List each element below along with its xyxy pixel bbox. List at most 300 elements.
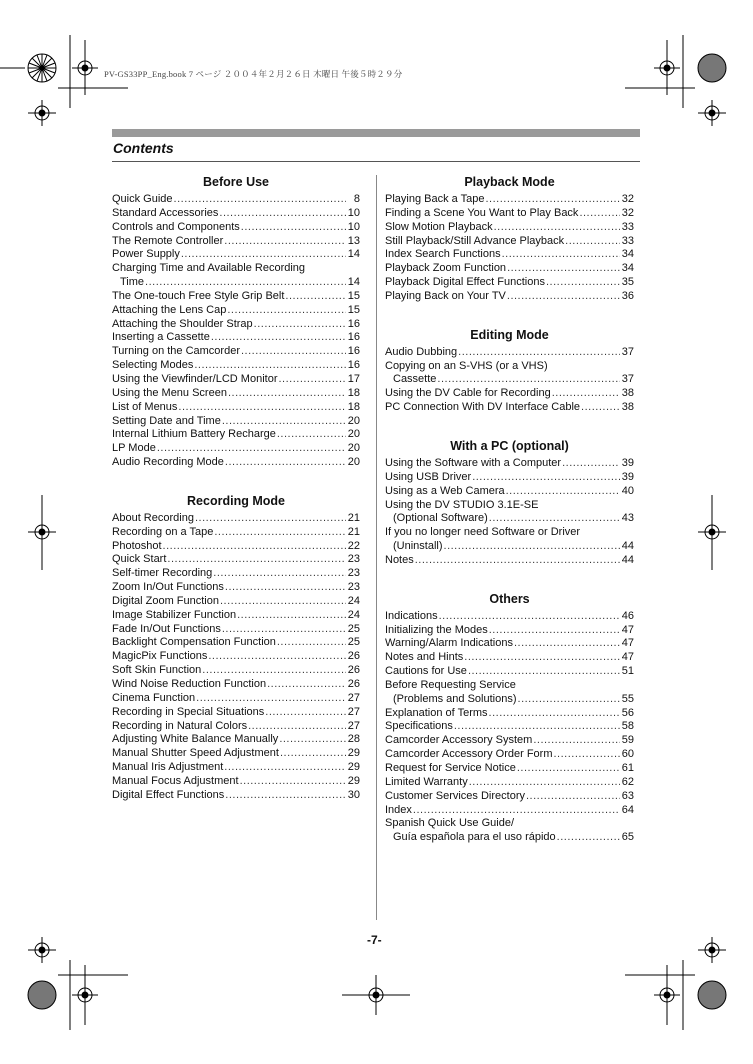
toc-page-number: 17 bbox=[347, 372, 360, 385]
toc-page-number: 34 bbox=[621, 248, 634, 261]
dot-leader bbox=[562, 457, 620, 471]
toc-entry-label: If you no longer need Software or Driver bbox=[385, 526, 581, 539]
toc-page-number: 38 bbox=[621, 387, 634, 400]
toc-entry-label: Manual Iris Adjustment bbox=[112, 761, 224, 774]
dot-leader bbox=[174, 193, 346, 207]
header-bar bbox=[112, 129, 640, 137]
page-title: Contents bbox=[113, 140, 174, 156]
toc-page-number: 24 bbox=[347, 594, 360, 607]
toc-section bbox=[112, 490, 360, 803]
toc-entry[interactable] bbox=[112, 761, 360, 775]
toc-page-number: 25 bbox=[347, 636, 360, 649]
right-column bbox=[385, 171, 634, 845]
dot-leader bbox=[213, 567, 345, 581]
toc-entry-label: Using as a Web Camera bbox=[385, 484, 505, 497]
section-gap bbox=[385, 568, 634, 588]
toc-entry[interactable] bbox=[112, 733, 360, 747]
toc-entry[interactable] bbox=[112, 401, 360, 415]
toc-page-number: 13 bbox=[347, 234, 360, 247]
toc-entry[interactable] bbox=[112, 692, 360, 706]
dot-leader bbox=[145, 276, 346, 290]
toc-entry[interactable] bbox=[385, 637, 634, 651]
toc-entry[interactable] bbox=[112, 581, 360, 595]
section-gap bbox=[385, 415, 634, 435]
toc-page-number: 62 bbox=[621, 775, 634, 788]
toc-page-number: 33 bbox=[621, 220, 634, 233]
toc-entry-label: Warning/Alarm Indications bbox=[385, 637, 513, 650]
toc-entry-label: Zoom In/Out Functions bbox=[112, 581, 224, 594]
toc-entry[interactable] bbox=[112, 678, 360, 692]
toc-page-number: 39 bbox=[621, 470, 634, 483]
toc-page-number: 43 bbox=[621, 512, 634, 525]
toc-section bbox=[385, 588, 634, 845]
toc-entry-label: Adjusting White Balance Manually bbox=[112, 733, 279, 746]
toc-entry[interactable] bbox=[385, 540, 634, 554]
toc-entry-label: MagicPix Functions bbox=[112, 650, 208, 663]
toc-page-number: 33 bbox=[621, 234, 634, 247]
toc-entry-label: Slow Motion Playback bbox=[385, 220, 493, 233]
toc-entry[interactable] bbox=[385, 346, 634, 360]
toc-entry-label: Request for Service Notice bbox=[385, 762, 516, 774]
toc-entry-label: (Problems and Solutions) bbox=[393, 692, 517, 705]
toc-entry-label: (Optional Software) bbox=[393, 512, 488, 525]
toc-page-number: 28 bbox=[347, 733, 360, 746]
column-divider bbox=[376, 175, 377, 920]
toc-entry[interactable] bbox=[385, 720, 634, 734]
dot-leader bbox=[278, 373, 345, 387]
toc-entry-label: Customer Services Directory bbox=[385, 789, 525, 802]
toc-entry-label: Audio Dubbing bbox=[385, 345, 458, 358]
toc-entry-label: Image Stabilizer Function bbox=[112, 608, 237, 621]
toc-page-number: 32 bbox=[621, 193, 634, 205]
toc-page-number: 26 bbox=[347, 664, 360, 677]
dot-leader bbox=[240, 775, 346, 789]
toc-page-number: 18 bbox=[347, 386, 360, 399]
dot-leader bbox=[208, 650, 345, 664]
toc-entry-label: List of Menus bbox=[112, 400, 178, 413]
toc-entry-label: Turning on the Camcorder bbox=[112, 345, 240, 358]
toc-entry-label: Selecting Modes bbox=[112, 359, 194, 372]
toc-entry-label: Soft Skin Function bbox=[112, 664, 202, 677]
dot-leader bbox=[224, 761, 345, 775]
toc-entry[interactable] bbox=[112, 276, 360, 290]
toc-entry-label: Self-timer Recording bbox=[112, 567, 213, 580]
toc-page-number: 10 bbox=[347, 206, 360, 219]
registration-mark-icon bbox=[28, 981, 56, 1009]
dot-leader bbox=[265, 706, 345, 720]
toc-page-number: 20 bbox=[347, 456, 360, 469]
toc-page-number: 58 bbox=[621, 720, 634, 733]
toc-entry-label: Recording on a Tape bbox=[112, 525, 214, 538]
toc-entry[interactable] bbox=[112, 290, 360, 304]
dot-leader bbox=[279, 733, 345, 747]
toc-page-number: 44 bbox=[621, 553, 634, 566]
toc-page-number: 15 bbox=[347, 289, 360, 302]
toc-entry-label: Quick Start bbox=[112, 553, 167, 566]
toc-entry[interactable] bbox=[385, 512, 634, 526]
toc-entry[interactable] bbox=[112, 540, 360, 554]
toc-entry-label: Inserting a Cassette bbox=[112, 331, 210, 344]
dot-leader bbox=[514, 637, 620, 651]
toc-page-number: 60 bbox=[621, 748, 634, 761]
toc-entry-label: Fade In/Out Functions bbox=[112, 622, 221, 635]
toc-entry[interactable] bbox=[112, 553, 360, 567]
toc-entry-label: Using the DV STUDIO 3.1E-SE bbox=[385, 498, 539, 511]
toc-page-number: 63 bbox=[621, 789, 634, 802]
toc-entry-label: Explanation of Terms bbox=[385, 706, 488, 719]
section-heading: Recording Mode bbox=[187, 493, 285, 508]
dot-leader bbox=[533, 734, 619, 748]
dot-leader bbox=[502, 248, 620, 262]
toc-entry[interactable] bbox=[385, 221, 634, 235]
toc-entry-label: Cinema Function bbox=[112, 691, 196, 704]
dot-leader bbox=[222, 415, 346, 429]
toc-page-number: 59 bbox=[621, 734, 634, 747]
toc-entry-label: Camcorder Accessory Order Form bbox=[385, 748, 553, 761]
toc-entry[interactable] bbox=[112, 318, 360, 332]
toc-entry[interactable] bbox=[112, 248, 360, 262]
toc-entry[interactable] bbox=[112, 193, 360, 207]
toc-page-number: 23 bbox=[347, 553, 360, 566]
toc-entry[interactable] bbox=[112, 650, 360, 664]
toc-entry[interactable] bbox=[385, 665, 634, 679]
toc-entry[interactable] bbox=[385, 831, 634, 845]
dot-leader bbox=[178, 401, 345, 415]
dot-leader bbox=[557, 831, 620, 845]
toc-entry[interactable] bbox=[112, 359, 360, 373]
toc-page-number: 34 bbox=[621, 262, 634, 275]
toc-entry-label: PC Connection With DV Interface Cable bbox=[385, 401, 581, 414]
toc-entry[interactable] bbox=[112, 789, 360, 803]
toc-page-number: 26 bbox=[347, 678, 360, 690]
section-heading: Before Use bbox=[203, 175, 269, 189]
registration-mark-icon bbox=[698, 981, 726, 1009]
dot-leader bbox=[225, 456, 346, 470]
toc-entry[interactable] bbox=[112, 706, 360, 720]
toc-section bbox=[385, 171, 634, 304]
dot-leader bbox=[227, 304, 345, 318]
toc-entry[interactable] bbox=[385, 693, 634, 707]
toc-entry[interactable] bbox=[112, 609, 360, 623]
toc-page-number: 44 bbox=[621, 540, 634, 553]
toc-entry[interactable] bbox=[385, 790, 634, 804]
toc-page-number: 24 bbox=[347, 608, 360, 621]
dot-leader bbox=[507, 290, 620, 304]
toc-entry[interactable] bbox=[385, 373, 634, 387]
toc-entry-label: Setting Date and Time bbox=[112, 414, 221, 427]
toc-page-number: 30 bbox=[347, 788, 360, 801]
dot-leader bbox=[553, 748, 619, 762]
toc-entry-label: Spanish Quick Use Guide/ bbox=[385, 817, 515, 830]
dot-leader bbox=[237, 609, 346, 623]
dot-leader bbox=[444, 540, 620, 554]
registration-mark-icon bbox=[28, 54, 56, 82]
toc-page-number: 27 bbox=[347, 719, 360, 732]
toc-page-number: 20 bbox=[347, 414, 360, 427]
dot-leader bbox=[285, 290, 345, 304]
toc-page-number: 16 bbox=[347, 331, 360, 344]
toc-entry-label: Power Supply bbox=[112, 248, 180, 261]
toc-entry[interactable] bbox=[112, 512, 360, 526]
toc-page-number: 29 bbox=[347, 747, 360, 760]
dot-leader bbox=[167, 553, 345, 567]
dot-leader bbox=[506, 485, 620, 499]
toc-entry-label: Notes bbox=[385, 553, 414, 566]
toc-entry[interactable] bbox=[112, 387, 360, 401]
toc-entry-label: Using the Viewfinder/LCD Monitor bbox=[112, 372, 278, 385]
toc-page-number: 32 bbox=[621, 206, 634, 219]
toc-entry-label: Before Requesting Service bbox=[385, 678, 516, 691]
toc-page-number: 16 bbox=[347, 359, 360, 372]
dot-leader bbox=[415, 554, 620, 568]
toc-entry-label: Specifications bbox=[385, 720, 453, 733]
toc-entry-label: Recording in Special Situations bbox=[112, 705, 265, 718]
toc-entry[interactable] bbox=[385, 554, 634, 568]
dot-leader bbox=[225, 789, 345, 803]
toc-entry[interactable] bbox=[112, 331, 360, 345]
toc-entry[interactable] bbox=[385, 762, 634, 776]
toc-page-number: 16 bbox=[347, 345, 360, 358]
toc-page-number: 37 bbox=[621, 373, 634, 386]
toc-entry[interactable] bbox=[385, 276, 634, 290]
toc-entry[interactable] bbox=[385, 290, 634, 304]
toc-entry[interactable] bbox=[112, 775, 360, 789]
toc-entry-label: Manual Focus Adjustment bbox=[112, 774, 239, 787]
toc-page-number: 21 bbox=[347, 511, 360, 524]
toc-entry[interactable] bbox=[112, 207, 360, 221]
dot-leader bbox=[241, 221, 346, 235]
toc-page-number: 47 bbox=[621, 637, 634, 650]
title-rule bbox=[112, 161, 640, 162]
dot-leader bbox=[526, 790, 620, 804]
toc-entry[interactable] bbox=[385, 193, 634, 207]
toc-section bbox=[385, 435, 634, 568]
section-heading: Others bbox=[489, 591, 530, 606]
toc-page-number: 10 bbox=[347, 220, 360, 233]
toc-entry[interactable] bbox=[112, 428, 360, 442]
toc-page-number: 65 bbox=[621, 831, 634, 844]
dot-leader bbox=[277, 636, 346, 650]
dot-leader bbox=[469, 776, 620, 790]
dot-leader bbox=[437, 373, 619, 387]
dot-leader bbox=[565, 235, 620, 249]
toc-entry[interactable] bbox=[112, 720, 360, 734]
toc-entry-label: Using USB Driver bbox=[385, 470, 472, 483]
toc-entry-label: Time bbox=[120, 276, 145, 289]
toc-entry[interactable] bbox=[385, 734, 634, 748]
dot-leader bbox=[552, 387, 620, 401]
section-gap bbox=[385, 304, 634, 324]
dot-leader bbox=[157, 442, 346, 456]
dot-leader bbox=[241, 345, 346, 359]
dot-leader bbox=[248, 720, 346, 734]
toc-page-number: 27 bbox=[347, 691, 360, 704]
dot-leader bbox=[222, 623, 346, 637]
toc-entry[interactable] bbox=[112, 747, 360, 761]
dot-leader bbox=[489, 624, 620, 638]
toc-entry-label: Attaching the Shoulder Strap bbox=[112, 317, 253, 330]
toc-entry-label: Manual Shutter Speed Adjustment bbox=[112, 747, 279, 760]
toc-entry[interactable] bbox=[112, 623, 360, 637]
dot-leader bbox=[196, 692, 346, 706]
dot-leader bbox=[224, 235, 345, 249]
toc-entry-label: Wind Noise Reduction Function bbox=[112, 678, 267, 690]
dot-leader bbox=[220, 595, 346, 609]
toc-page-number: 38 bbox=[621, 401, 634, 414]
left-column bbox=[112, 171, 360, 803]
dot-leader bbox=[579, 207, 619, 221]
dot-leader bbox=[181, 248, 346, 262]
dot-leader bbox=[277, 428, 346, 442]
toc-page-number: 8 bbox=[353, 193, 360, 205]
toc-page-number: 27 bbox=[347, 705, 360, 718]
toc-entry-label: Playing Back a Tape bbox=[385, 193, 485, 205]
toc-entry-label: (Uninstall) bbox=[393, 540, 443, 553]
toc-page-number: 20 bbox=[347, 428, 360, 441]
dot-leader bbox=[194, 359, 345, 373]
toc-entry[interactable] bbox=[112, 415, 360, 429]
toc-entry[interactable] bbox=[385, 707, 634, 721]
toc-entry-label: Notes and Hints bbox=[385, 651, 464, 664]
toc-entry-label: Finding a Scene You Want to Play Back bbox=[385, 206, 579, 219]
toc-entry[interactable] bbox=[385, 748, 634, 762]
toc-entry[interactable] bbox=[112, 526, 360, 540]
dot-leader bbox=[211, 331, 346, 345]
printer-header: PV-GS33PP_Eng.book 7 ページ ２００４年２月２６日 木曜日 午後５時２９分 bbox=[104, 69, 403, 79]
toc-page-number: 16 bbox=[347, 317, 360, 330]
toc-page-number: 47 bbox=[621, 651, 634, 664]
toc-entry[interactable] bbox=[385, 485, 634, 499]
toc-entry-label: Photoshot bbox=[112, 539, 162, 552]
dot-leader bbox=[472, 471, 620, 485]
toc-entry-label: The One-touch Free Style Grip Belt bbox=[112, 289, 285, 302]
dot-leader bbox=[225, 581, 346, 595]
dot-leader bbox=[489, 512, 620, 526]
page-number: -7- bbox=[367, 933, 382, 947]
toc-entry[interactable] bbox=[112, 345, 360, 359]
toc-entry[interactable] bbox=[385, 235, 634, 249]
dot-leader bbox=[163, 540, 346, 554]
toc-page-number: 26 bbox=[347, 650, 360, 663]
toc-page-number: 46 bbox=[621, 609, 634, 622]
toc-entry-label: Camcorder Accessory System bbox=[385, 734, 533, 747]
toc-page-number: 51 bbox=[621, 665, 634, 678]
toc-entry[interactable] bbox=[112, 442, 360, 456]
toc-page-number: 61 bbox=[621, 762, 634, 774]
section-gap bbox=[112, 470, 360, 490]
toc-entry-label: About Recording bbox=[112, 511, 194, 524]
toc-entry[interactable] bbox=[385, 651, 634, 665]
toc-page-number: 20 bbox=[347, 442, 360, 455]
section-heading: Editing Mode bbox=[470, 327, 549, 342]
dot-leader bbox=[494, 221, 620, 235]
dot-leader bbox=[485, 193, 619, 207]
toc-entry[interactable] bbox=[112, 456, 360, 470]
toc-page-number: 55 bbox=[621, 692, 634, 705]
toc-entry[interactable] bbox=[385, 804, 634, 818]
toc-entry-label: Backlight Compensation Function bbox=[112, 636, 276, 649]
registration-mark-icon bbox=[698, 54, 726, 82]
toc-page-number: 39 bbox=[621, 456, 634, 469]
toc-entry-label: Cassette bbox=[393, 373, 437, 386]
toc-entry[interactable] bbox=[112, 567, 360, 581]
toc-entry-label: Quick Guide bbox=[112, 193, 173, 205]
toc-entry[interactable] bbox=[112, 235, 360, 249]
toc-entry-label: Indications bbox=[385, 609, 438, 622]
toc-entry-label: Index Search Functions bbox=[385, 248, 501, 261]
toc-section bbox=[112, 171, 360, 470]
toc-entry-label: Internal Lithium Battery Recharge bbox=[112, 428, 276, 441]
toc-entry-label: The Remote Controller bbox=[112, 234, 224, 247]
dot-leader bbox=[214, 526, 345, 540]
dot-leader bbox=[202, 664, 345, 678]
toc-entry[interactable] bbox=[112, 373, 360, 387]
toc-entry[interactable] bbox=[385, 262, 634, 276]
toc-entry[interactable] bbox=[112, 595, 360, 609]
toc-page-number: 21 bbox=[347, 525, 360, 538]
section-heading: With a PC (optional) bbox=[450, 438, 569, 453]
toc-entry[interactable] bbox=[385, 776, 634, 790]
section-heading: Playback Mode bbox=[464, 175, 555, 189]
dot-leader bbox=[228, 387, 346, 401]
toc-entry-label: Copying on an S-VHS (or a VHS) bbox=[385, 359, 548, 372]
toc-entry-label: Digital Zoom Function bbox=[112, 594, 219, 607]
dot-leader bbox=[267, 678, 346, 692]
toc-page-number: 37 bbox=[621, 345, 634, 358]
toc-page-number: 14 bbox=[347, 276, 360, 289]
toc-entry-label: Using the Menu Screen bbox=[112, 386, 227, 399]
dot-leader bbox=[581, 401, 620, 415]
dot-leader bbox=[489, 707, 620, 721]
toc-page-number: 22 bbox=[347, 539, 360, 552]
toc-page-number: 40 bbox=[621, 484, 634, 497]
toc-entry[interactable] bbox=[385, 471, 634, 485]
toc-entry[interactable] bbox=[385, 624, 634, 638]
toc-entry-label: Recording in Natural Colors bbox=[112, 719, 248, 732]
toc-entry[interactable] bbox=[385, 610, 634, 624]
dot-leader bbox=[518, 693, 620, 707]
toc-entry-label: Using the Software with a Computer bbox=[385, 456, 562, 469]
toc-entry-label: Playback Zoom Function bbox=[385, 262, 507, 275]
dot-leader bbox=[507, 262, 620, 276]
dot-leader bbox=[464, 651, 619, 665]
toc-entry-label: Limited Warranty bbox=[385, 775, 468, 788]
toc-page-number: 14 bbox=[347, 248, 360, 261]
toc-entry[interactable] bbox=[385, 387, 634, 401]
toc-entry[interactable] bbox=[385, 248, 634, 262]
toc-entry[interactable] bbox=[112, 636, 360, 650]
toc-entry[interactable] bbox=[385, 457, 634, 471]
toc-entry-label: Initializing the Modes bbox=[385, 623, 488, 636]
toc-entry[interactable] bbox=[112, 221, 360, 235]
toc-entry-label: Attaching the Lens Cap bbox=[112, 303, 227, 316]
toc-entry-label: Using the DV Cable for Recording bbox=[385, 387, 551, 400]
toc-page-number: 56 bbox=[621, 706, 634, 719]
toc-entry-label: Cautions for Use bbox=[385, 665, 467, 678]
toc-page-number: 18 bbox=[347, 400, 360, 413]
dot-leader bbox=[413, 804, 620, 818]
toc-entry-label: Playback Digital Effect Functions bbox=[385, 276, 545, 289]
toc-page-number: 29 bbox=[347, 761, 360, 774]
toc-page-number: 23 bbox=[347, 567, 360, 580]
dot-leader bbox=[454, 720, 620, 734]
toc-entry[interactable] bbox=[385, 207, 634, 221]
toc-entry[interactable] bbox=[112, 664, 360, 678]
toc-entry[interactable] bbox=[385, 401, 634, 415]
toc-entry-label: Controls and Components bbox=[112, 220, 240, 233]
toc-entry[interactable] bbox=[112, 304, 360, 318]
toc-entry-label: Guía española para el uso rápido bbox=[393, 831, 556, 844]
